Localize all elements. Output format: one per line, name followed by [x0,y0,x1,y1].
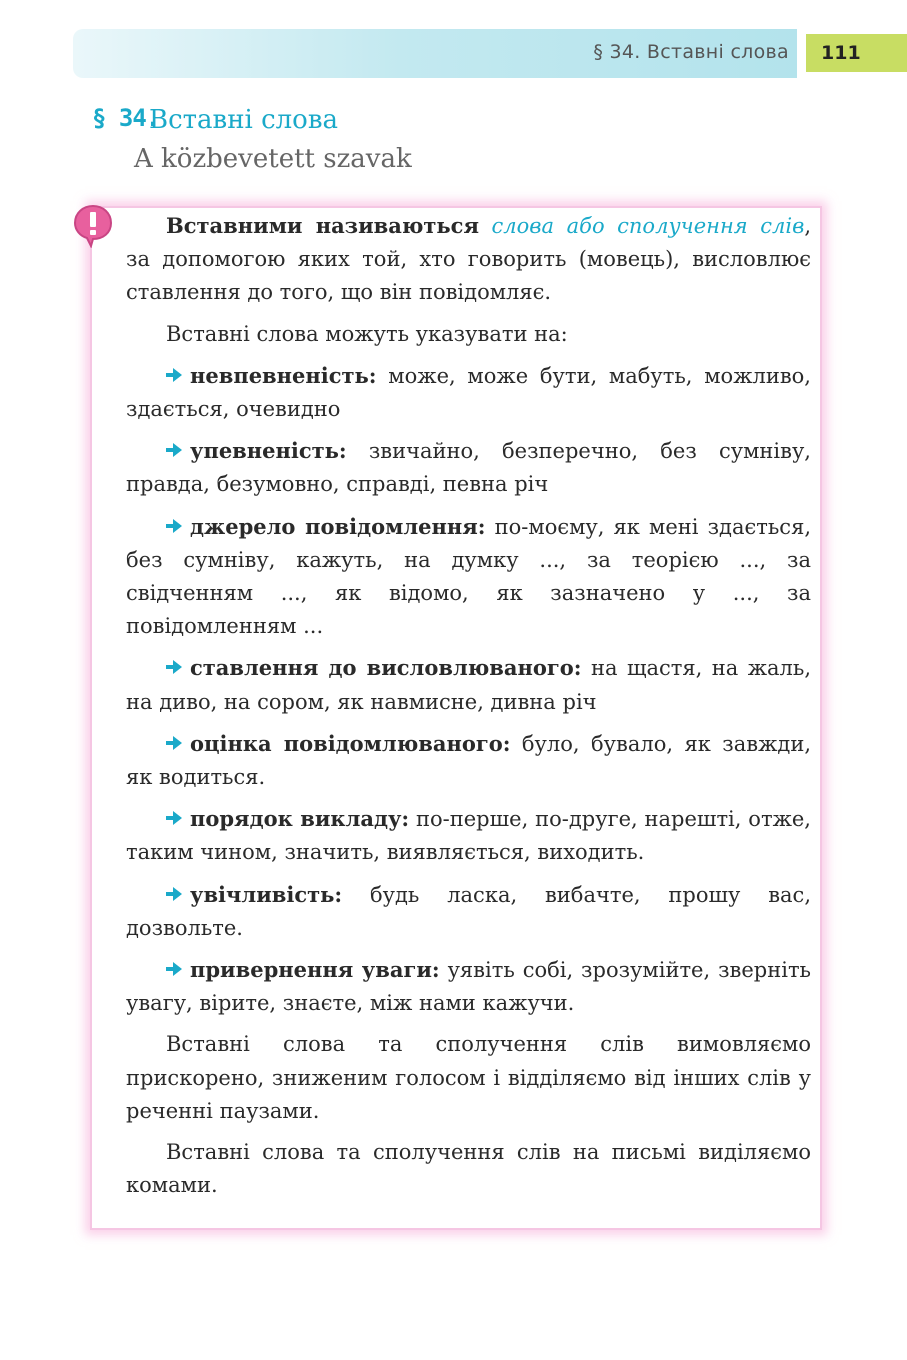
arrow-right-icon [166,887,182,901]
section-subtitle: A közbevetett szavak [134,144,412,174]
list-item [126,651,811,718]
running-title: § 34. Вставні слова [593,41,789,63]
list-item-label: невпевненість: [190,362,377,388]
list-item [126,510,811,644]
list-item-text: на щастя, на жаль, на диво, на сором, як навмисне, дивна річ [126,656,811,714]
arrow-right-icon [166,660,182,674]
definition-highlight: слова або сполучення слів [491,214,805,238]
list-item-label: порядок викладу: [190,806,410,832]
list-item-label: джерело повідомлення: [190,513,486,539]
punctuation-note: Вставні слова та сполучення слів на письмі виділяємо комами. [126,1140,811,1198]
list-item [126,878,811,945]
list-item [126,359,811,426]
list-item [126,434,811,501]
arrow-right-icon [166,368,182,382]
definition-term: Вставними називаються [166,213,479,238]
arrow-right-icon [166,519,182,533]
arrow-right-icon [166,962,182,976]
list-item-text: по-перше, по-друге, нарешті, отже, таким чином, значить, виявляється, виходить. [126,807,811,865]
list-item-text: по-моєму, як мені здається, без сумніву, кажуть, на думку ..., за теорією ..., за свідченням ..., як відомо, як зазначено у ..., за повідомленням ... [126,514,811,639]
running-header [73,29,797,78]
page-number: 111 [806,34,907,72]
list-intro: Вставні слова можуть указувати на: [166,321,568,346]
list-item-label: оцінка повідомлюваного: [190,730,511,756]
rule-text [126,209,811,1210]
list-item-text: було, бувало, як завжди, як водиться. [126,731,812,790]
list-item-text: будь ласка, вибачте, прошу вас, дозвольте. [126,882,811,940]
section-number: § 34. [92,104,160,132]
list-item-label: упевненість: [190,438,347,464]
arrow-right-icon [166,443,182,457]
arrow-right-icon [166,736,182,750]
exclamation-bubble-icon [73,204,113,248]
list-item [126,727,811,794]
list-item-label: ставлення до висловлюваного: [190,655,582,681]
list-item [126,802,811,869]
list-item [126,953,811,1020]
list-item-text: уявіть собі, зрозумійте, зверніть увагу, вірите, знаєте, між нами кажучи. [126,958,811,1016]
section-title: Вставні слова [149,105,338,135]
list-item-text: звичайно, безперечно, без сумніву, правда, безумовно, справді, певна річ [126,439,811,497]
list-item-label: привернення уваги: [190,957,440,983]
pronunciation-note: Вставні слова та сполучення слів вимовляємо прискорено, зниженим голосом і відділяємо від інших слів у реченні паузами. [126,1032,811,1123]
arrow-right-icon [166,811,182,825]
rule-definition [126,209,811,310]
list-item-label: увічливість: [190,881,343,907]
definition-rest: , за допомогою яких той, хто говорить (мовець), висловлює ставлення до того, що він повідомляє. [126,214,812,305]
list-item-text: може, може бути, мабуть, можливо, здається, очевидно [126,363,811,422]
